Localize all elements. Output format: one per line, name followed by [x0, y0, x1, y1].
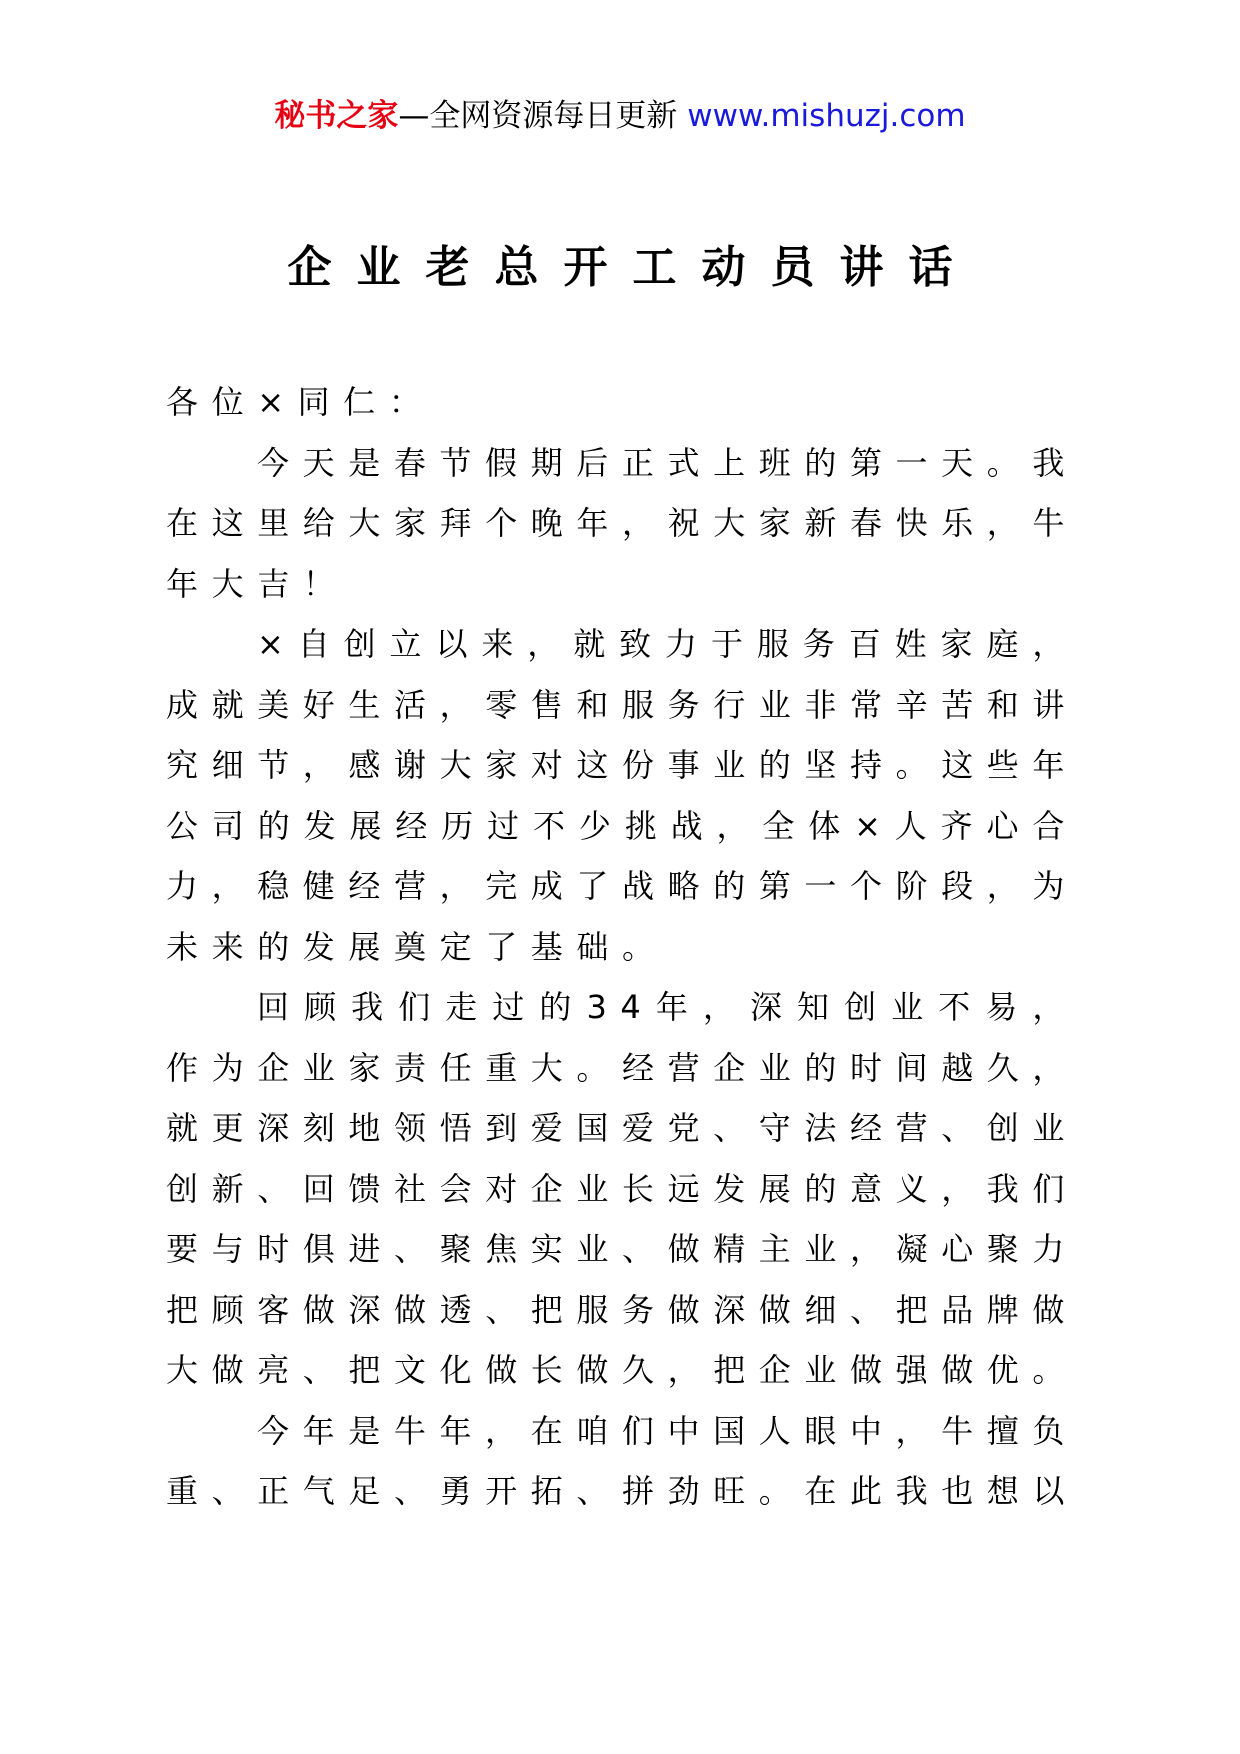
paragraph: 回顾我们走过的34年，深知创业不易，作为企业家责任重大。经营企业的时间越久，就更深刻地领悟到爱国爱党、守法经营、创业创新、回馈社会对企业长远发展的意义，我们要与时俱进、聚焦实业、做精主业，凝心聚力把顾客做深做透、把服务做深做细、把品牌做大做亮、把文化做长做久，把企业做强做优。	[166, 988, 1079, 1389]
site-url-link[interactable]: www.mishuzj.com	[687, 98, 966, 134]
paragraph: ×自创立以来，就致力于服务百姓家庭，成就美好生活，零售和服务行业非常辛苦和讲究细节，感谢大家对这份事业的坚持。这些年公司的发展经历过不少挑战，全体×人齐心合力，稳健经营，完成了战略的第一个阶段，为未来的发展奠定了基础。	[166, 625, 1079, 966]
header-tagline: —全网资源每日更新	[398, 98, 678, 134]
paragraph: 今天是春节假期后正式上班的第一天。我在这里给大家拜个晚年，祝大家新春快乐，牛年大吉！	[166, 443, 1079, 603]
salutation: 各位×同仁：	[166, 383, 435, 421]
page-header	[0, 96, 1240, 136]
document-title: 企业老总开工动员讲话	[287, 242, 978, 293]
paragraph: 今年是牛年，在咱们中国人眼中，牛擅负重、正气足、勇开拓、拼劲旺。在此我也想以	[166, 1411, 1079, 1510]
brand-name: 秘书之家	[274, 98, 399, 134]
document-body	[166, 372, 1078, 1522]
